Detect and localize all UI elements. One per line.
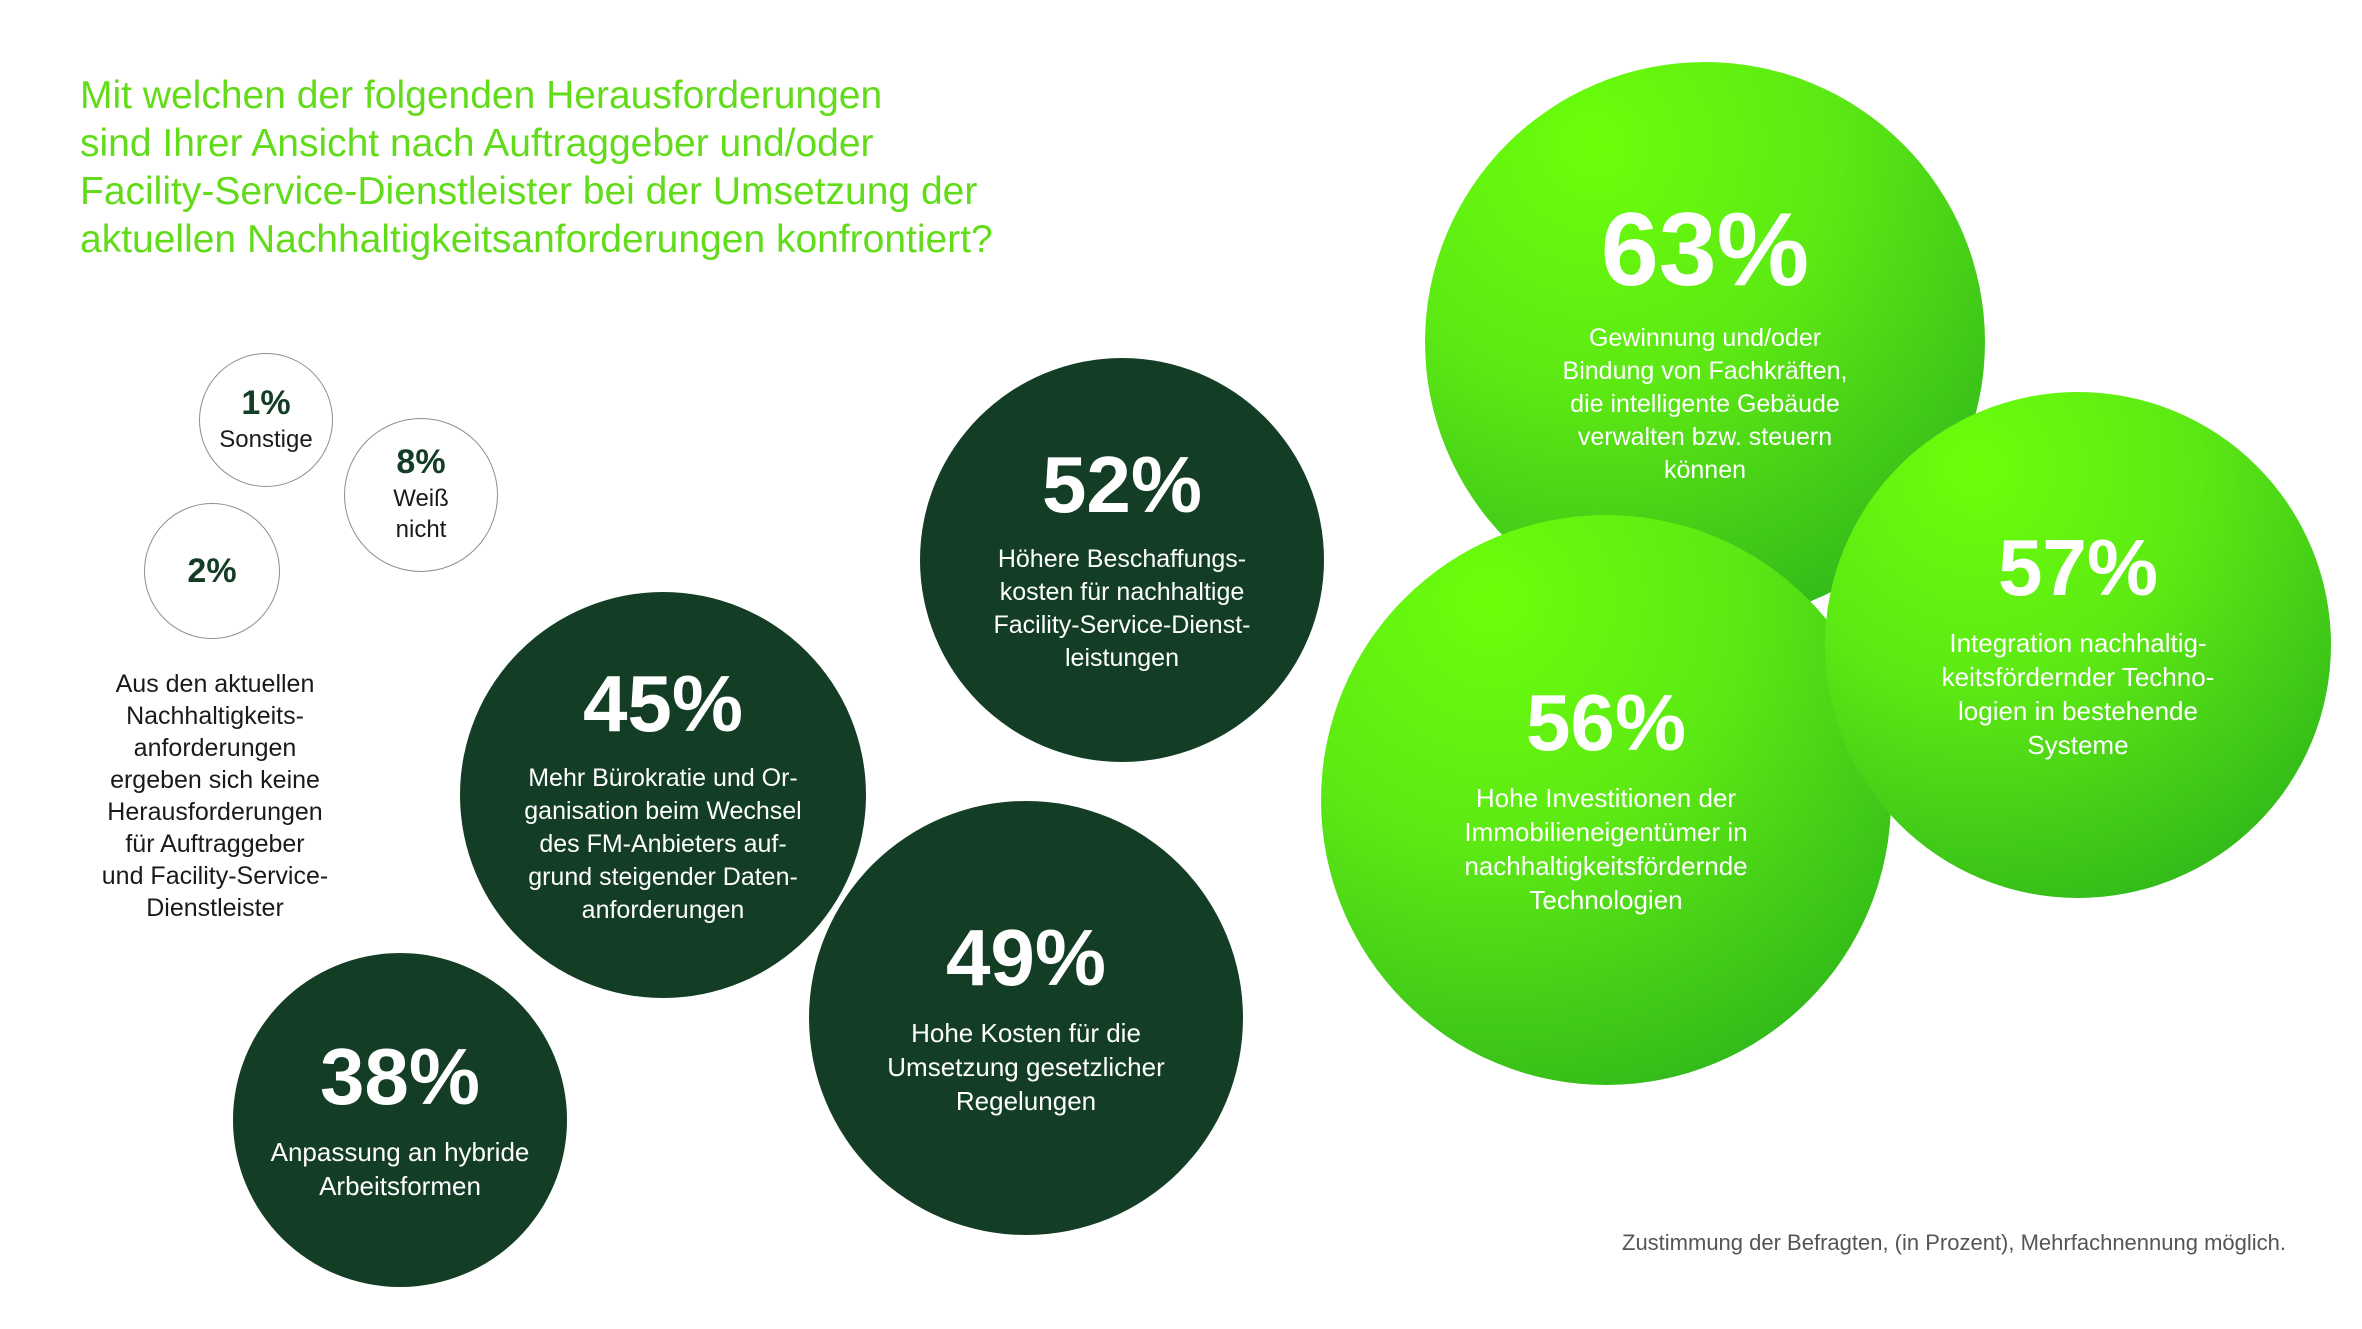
bubble-label: Anpassung an hybride Arbeitsformen — [270, 1137, 530, 1201]
bubble-value: 38% — [319, 1032, 481, 1121]
title-line: sind Ihrer Ansicht nach Auftraggeber und/oder — [80, 122, 874, 165]
bubble-label: Integration nachhaltig- keitsfördernder Techno- logien in bestehende Systeme — [1941, 628, 2215, 760]
bubble-1-percent — [199, 353, 333, 487]
bubble-label: Hohe Investitionen der Immobilieneigentümer in nachhaltigkeitsfördernde Technologien — [1464, 783, 1748, 915]
bubble-value: 57% — [1997, 523, 2159, 612]
footnote: Zustimmung der Befragten, (in Prozent), Mehrfachnennung möglich. — [1622, 1230, 2286, 1255]
bubble-value: 8% — [396, 443, 446, 481]
bubble-label: Mehr Bürokratie und Or- ganisation beim Wechsel des FM-Anbieters auf- grund steigender Daten- anforderungen — [524, 763, 802, 924]
bubble-label: Hohe Kosten für die Umsetzung gesetzlicher Regelungen — [887, 1018, 1165, 1116]
title-line: aktuellen Nachhaltigkeitsanforderungen konfrontiert? — [80, 218, 993, 261]
bubble-8-percent — [344, 418, 498, 572]
title-line: Mit welchen der folgenden Herausforderungen — [80, 74, 883, 117]
bubble-38-percent — [233, 953, 567, 1287]
bubble-value: 45% — [582, 658, 744, 748]
bubble-label: Sonstige — [219, 425, 313, 453]
bubble-49-percent — [809, 801, 1243, 1235]
no-challenges-note: Aus den aktuellen Nachhaltigkeits- anforderungen ergeben sich keine Herausforderungen für Auftraggeber und Facility-Service- Dienstleister — [101, 670, 329, 922]
bubble-value: 56% — [1525, 678, 1687, 767]
bubble-label: Höhere Beschaffungs- kosten für nachhaltige Facility-Service-Dienst- leistungen — [993, 545, 1251, 672]
bubble-label: Weiß nicht — [393, 485, 449, 543]
bubble-56-percent — [1321, 515, 1891, 1085]
bubble-value: 1% — [241, 383, 291, 422]
bubble-45-percent — [460, 592, 866, 998]
bubble-value: 52% — [1041, 440, 1203, 529]
bubble-value: 49% — [945, 913, 1107, 1002]
bubble-label: Gewinnung und/oder Bindung von Fachkräften, die intelligente Gebäude verwalten bzw. steuern können — [1562, 323, 1848, 484]
bubble-value: 2% — [187, 552, 237, 590]
bubble-2-percent — [144, 503, 280, 639]
title-line: Facility-Service-Dienstleister bei der Umsetzung der — [80, 170, 978, 213]
bubble-57-percent — [1825, 392, 2331, 898]
bubble-52-percent — [920, 358, 1324, 762]
bubble-value: 63% — [1600, 191, 1810, 308]
